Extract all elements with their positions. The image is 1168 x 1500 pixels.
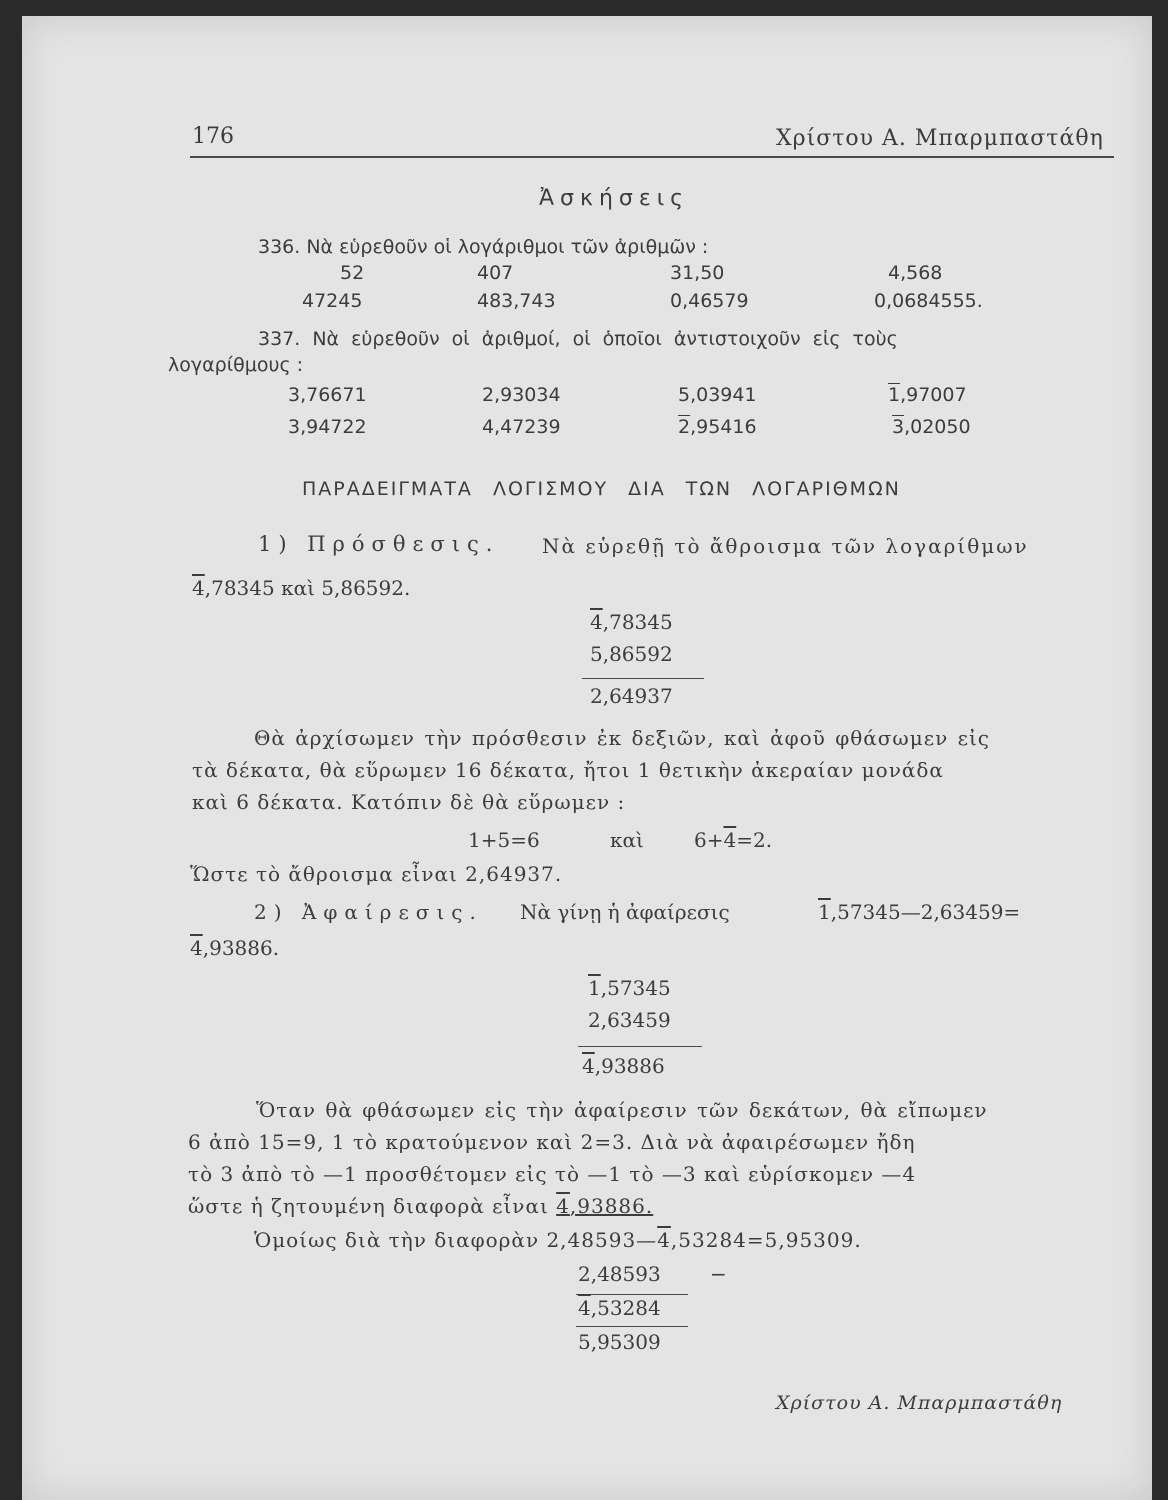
subtraction-text-cont: 4,93886. [190, 936, 280, 960]
ex337-value: 1,97007 [888, 384, 967, 406]
subtraction-result: 4,93886 [582, 1054, 665, 1078]
ex336-value: 4,568 [888, 262, 943, 284]
ex336-value: 0,46579 [670, 290, 749, 312]
page-number: 176 [192, 124, 234, 149]
similar-difference: Ὁμοίως διὰ τὴν διαφορὰν 2,48593—4,53284=5,95309. [254, 1228, 862, 1252]
addition-paragraph-line: καὶ 6 δέκατα. Κατόπιν δὲ θὰ εὕρωμεν : [192, 790, 626, 814]
addition-operand-2: 5,86592 [590, 642, 673, 666]
addition-label: 1) Πρόσθεσις. [258, 532, 500, 556]
section-title: ΠΑΡΑΔΕΙΓΜΑΤΑ ΛΟΓΙΣΜΟΥ ΔΙΑ ΤΩΝ ΛΟΓΑΡΙΘΜΩΝ [302, 478, 901, 500]
ex337-value: 2,93034 [482, 384, 561, 406]
header-rule [190, 156, 1114, 158]
exercises-title: Ἀσκήσεις [539, 186, 690, 211]
equation-conjunction: καὶ [610, 828, 644, 852]
ex336-value: 0,0684555. [874, 290, 983, 312]
subtraction-paragraph-line: τὸ 3 ἀπὸ τὸ —1 προσθέτομεν εἰς τὸ —1 τὸ —3 καὶ εὑρίσκομεν —4 [188, 1162, 917, 1186]
subtraction-text: Νὰ γίνῃ ἡ ἀφαίρεσις [520, 900, 730, 924]
ex336-value: 483,743 [477, 290, 556, 312]
ex337-value: 3,76671 [288, 384, 367, 406]
difference-line [576, 1326, 688, 1327]
addition-paragraph-line: Θὰ ἀρχίσωμεν τὴν πρόσθεσιν ἐκ δεξιῶν, καὶ ἀφοῦ φθάσωμεν εἰς [254, 726, 990, 750]
similar-result: 5,95309 [578, 1330, 661, 1354]
addition-paragraph-line: τὰ δέκατα, θὰ εὕρωμεν 16 δέκατα, ἤτοι 1 θετικὴν ἀκεραίαν μονάδα [192, 758, 944, 782]
ex336-value: 47245 [302, 290, 363, 312]
addition-result: 2,64937 [590, 684, 673, 708]
ex336-value: 52 [340, 262, 365, 284]
subtraction-paragraph-line: ὥστε ἡ ζητουμένη διαφορὰ εἶναι 4,93886. [188, 1194, 654, 1218]
equation-2: 6+4=2. [694, 828, 773, 852]
subtraction-expression: 1,57345—2,63459= [818, 900, 1021, 924]
operand-underline [576, 1294, 688, 1295]
ex336-value: 31,50 [670, 262, 725, 284]
ex337-value: 3,94722 [288, 416, 367, 438]
sum-line [582, 678, 704, 679]
subtraction-paragraph-line: Ὅταν θὰ φθάσωμεν εἰς τὴν ἀφαίρεσιν τῶν δεκάτων, θὰ εἴπωμεν [256, 1098, 988, 1122]
ex337-value: 2,95416 [678, 416, 757, 438]
addition-operand-1: 4,78345 [590, 610, 673, 634]
ex336-value: 407 [477, 262, 514, 284]
minus-sign: − [710, 1262, 727, 1286]
subtraction-operand-2: 2,63459 [588, 1008, 671, 1032]
subtraction-paragraph-line: 6 ἀπὸ 15=9, 1 τὸ κρατούμενον καὶ 2=3. Διὰ νὰ ἀφαιρέσωμεν ἤδη [188, 1130, 916, 1154]
similar-operand-2: 4,53284 [578, 1296, 661, 1320]
addition-text-cont: 4,78345 καὶ 5,86592. [192, 576, 411, 600]
addition-conclusion: Ὥστε τὸ ἄθροισμα εἶναι 2,64937. [190, 862, 563, 886]
ex337-value: 5,03941 [678, 384, 757, 406]
equation-1: 1+5=6 [468, 828, 540, 852]
book-page [22, 16, 1152, 1500]
ex337-value: 3,02050 [892, 416, 971, 438]
footer-author: Χρίστου Α. Μπαρμπαστάθη [776, 1392, 1063, 1414]
subtraction-label: 2) Ἀφαίρεσις. [254, 900, 483, 924]
exercise-337-statement-cont: λογαρίθμους : [168, 354, 304, 376]
exercise-337-statement: 337. Νὰ εὑρεθοῦν οἱ ἀριθμοί, οἱ ὁποῖοι ἀντιστοιχοῦν εἰς τοὺς [258, 328, 898, 350]
running-title: Χρίστου Α. Μπαρμπαστάθη [776, 126, 1104, 151]
exercise-336-statement: 336. Νὰ εὑρεθοῦν οἱ λογάριθμοι τῶν ἀριθμῶν : [258, 236, 709, 258]
subtraction-operand-1: 1,57345 [588, 976, 671, 1000]
similar-operand-1: 2,48593 [578, 1262, 661, 1286]
addition-text: Νὰ εὑρεθῇ τὸ ἄθροισμα τῶν λογαρίθμων [542, 534, 1029, 558]
difference-line [578, 1046, 702, 1047]
ex337-value: 4,47239 [482, 416, 561, 438]
